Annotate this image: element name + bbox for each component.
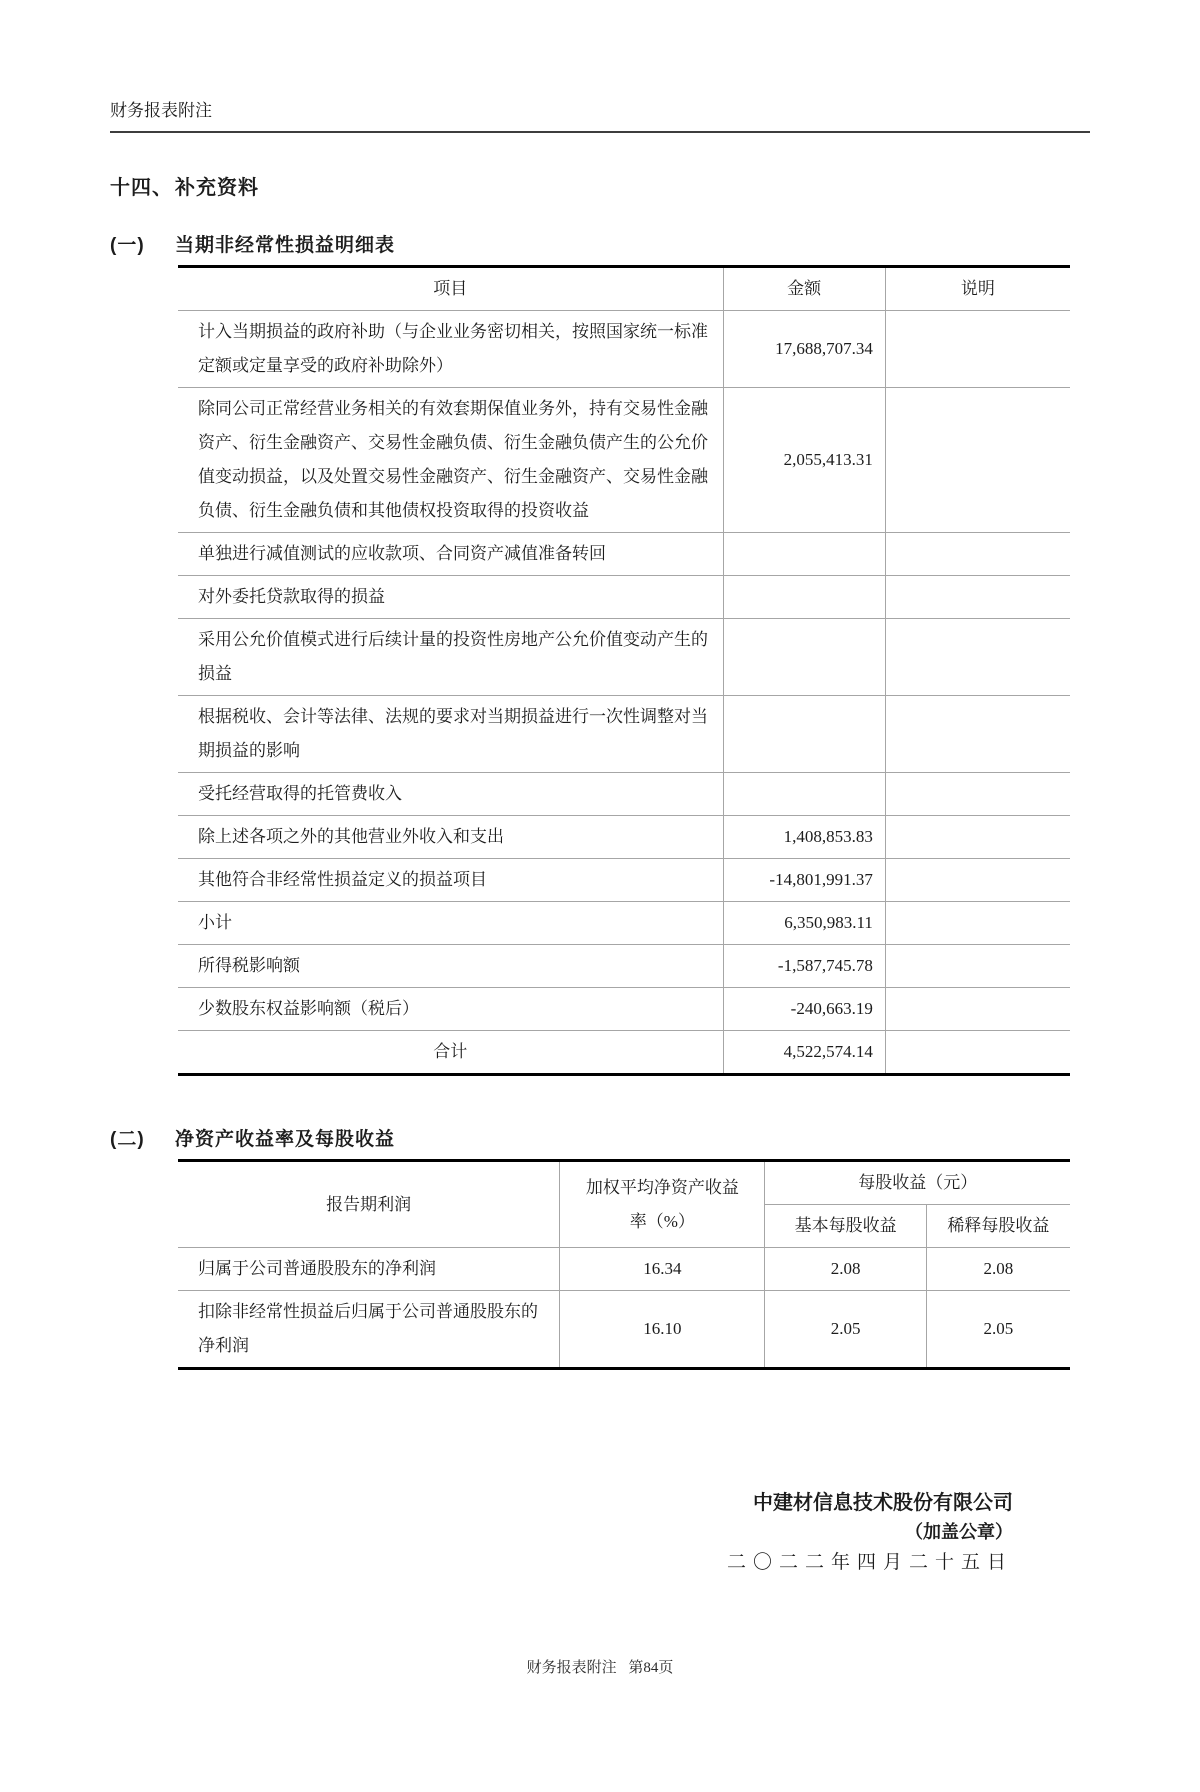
eps-row-diluted: 2.05 [926,1291,1070,1369]
page-footer [0,1656,1200,1677]
table-row [178,311,1070,388]
row-item-label: 除上述各项之外的其他营业外收入和支出 [178,816,723,859]
row-note-value [885,696,1070,773]
table-row [178,533,1070,576]
row-amount-value [723,696,885,773]
row-amount-value: -14,801,991.37 [723,859,885,902]
eps-header-row-1 [178,1161,1070,1205]
eps-row-roe: 16.10 [560,1291,765,1369]
subsection1-heading [110,230,1090,257]
eps-row-label: 扣除非经常性损益后归属于公司普通股股东的净利润 [178,1291,560,1369]
row-amount-value [723,533,885,576]
row-item-label: 所得税影响额 [178,945,723,988]
page-footer-text: 财务报表附注 第84页 [526,1660,674,1676]
table-row [178,696,1070,773]
table-row [178,902,1070,945]
section-heading [110,171,1090,200]
column-header-basic-eps: 基本每股收益 [765,1205,926,1248]
section-title: 补充资料 [175,177,259,199]
row-note-value [885,576,1070,619]
row-note-value [885,388,1070,533]
subsection1-title: 当期非经常性损益明细表 [175,235,396,256]
row-item-label: 根据税收、会计等法律、法规的要求对当期损益进行一次性调整对当期损益的影响 [178,696,723,773]
signature-date: 二〇二二年四月二十五日 [726,1551,1013,1573]
eps-row-label: 归属于公司普通股股东的净利润 [178,1248,560,1291]
weighted-roe-line1: 加权平均净资产收益 [585,1177,739,1197]
subsection2-title: 净资产收益率及每股收益 [175,1129,396,1150]
section-number: 十四、 [110,177,173,199]
row-note-value [885,945,1070,988]
row-item-label: 计入当期损益的政府补助（与企业业务密切相关，按照国家统一标准定额或定量享受的政府补助除外） [178,311,723,388]
row-amount-value: 2,055,413.31 [723,388,885,533]
eps-row-diluted: 2.08 [926,1248,1070,1291]
seal-note: （加盖公章） [905,1522,1013,1542]
table-row [178,816,1070,859]
eps-table-row [178,1248,1070,1291]
row-item-label: 采用公允价值模式进行后续计量的投资性房地产公允价值变动产生的损益 [178,619,723,696]
subsection1-number: (一) [110,235,145,256]
row-amount-value: -1,587,745.78 [723,945,885,988]
table-row [178,619,1070,696]
non-recurring-gains-table [178,265,1070,1076]
table-row [178,859,1070,902]
row-amount-value: 17,688,707.34 [723,311,885,388]
row-note-value [885,988,1070,1031]
row-note-value [885,773,1070,816]
row-amount-value: 6,350,983.11 [723,902,885,945]
running-header-title: 财务报表附注 [110,101,212,120]
row-note-value [885,902,1070,945]
row-item-label: 其他符合非经常性损益定义的损益项目 [178,859,723,902]
eps-table-row [178,1291,1070,1369]
eps-row-basic: 2.05 [765,1291,926,1369]
total-label: 合计 [178,1031,723,1075]
eps-row-roe: 16.34 [560,1248,765,1291]
weighted-roe-line2: 率（%） [629,1211,695,1231]
row-amount-value: 1,408,853.83 [723,816,885,859]
running-header [110,96,1090,133]
table-header-row [178,267,1070,311]
signature-block [110,1488,1090,1579]
total-note-value [885,1031,1070,1075]
table-row [178,945,1070,988]
row-amount-value [723,576,885,619]
row-note-value [885,311,1070,388]
company-name: 中建材信息技术股份有限公司 [753,1492,1013,1514]
column-header-diluted-eps: 稀释每股收益 [926,1205,1070,1248]
table-row [178,388,1070,533]
column-header-profit-period: 报告期利润 [178,1161,560,1248]
subsection2-number: (二) [110,1129,145,1150]
eps-row-basic: 2.08 [765,1248,926,1291]
row-amount-value [723,773,885,816]
column-header-item: 项目 [178,267,723,311]
row-item-label: 小计 [178,902,723,945]
column-header-eps-group: 每股收益（元） [765,1161,1070,1205]
row-amount-value [723,619,885,696]
table-row [178,988,1070,1031]
row-amount-value: -240,663.19 [723,988,885,1031]
row-note-value [885,859,1070,902]
row-item-label: 少数股东权益影响额（税后） [178,988,723,1031]
total-amount-value: 4,522,574.14 [723,1031,885,1075]
row-item-label: 对外委托贷款取得的损益 [178,576,723,619]
column-header-amount: 金额 [723,267,885,311]
row-note-value [885,533,1070,576]
row-note-value [885,816,1070,859]
column-header-weighted-roe [560,1161,765,1248]
table-row [178,773,1070,816]
table-row [178,576,1070,619]
row-item-label: 单独进行减值测试的应收款项、合同资产减值准备转回 [178,533,723,576]
row-note-value [885,619,1070,696]
row-item-label: 受托经营取得的托管费收入 [178,773,723,816]
eps-roe-table [178,1159,1070,1370]
page-content [0,96,1200,1579]
row-item-label: 除同公司正常经营业务相关的有效套期保值业务外，持有交易性金融资产、衍生金融资产、交易性金融负债、衍生金融负债产生的公允价值变动损益，以及处置交易性金融资产、衍生金融资产、交易性金融负债、衍生金融负债和其他债权投资取得的投资收益 [178,388,723,533]
table-total-row [178,1031,1070,1075]
column-header-note: 说明 [885,267,1070,311]
subsection2-heading [110,1124,1090,1151]
